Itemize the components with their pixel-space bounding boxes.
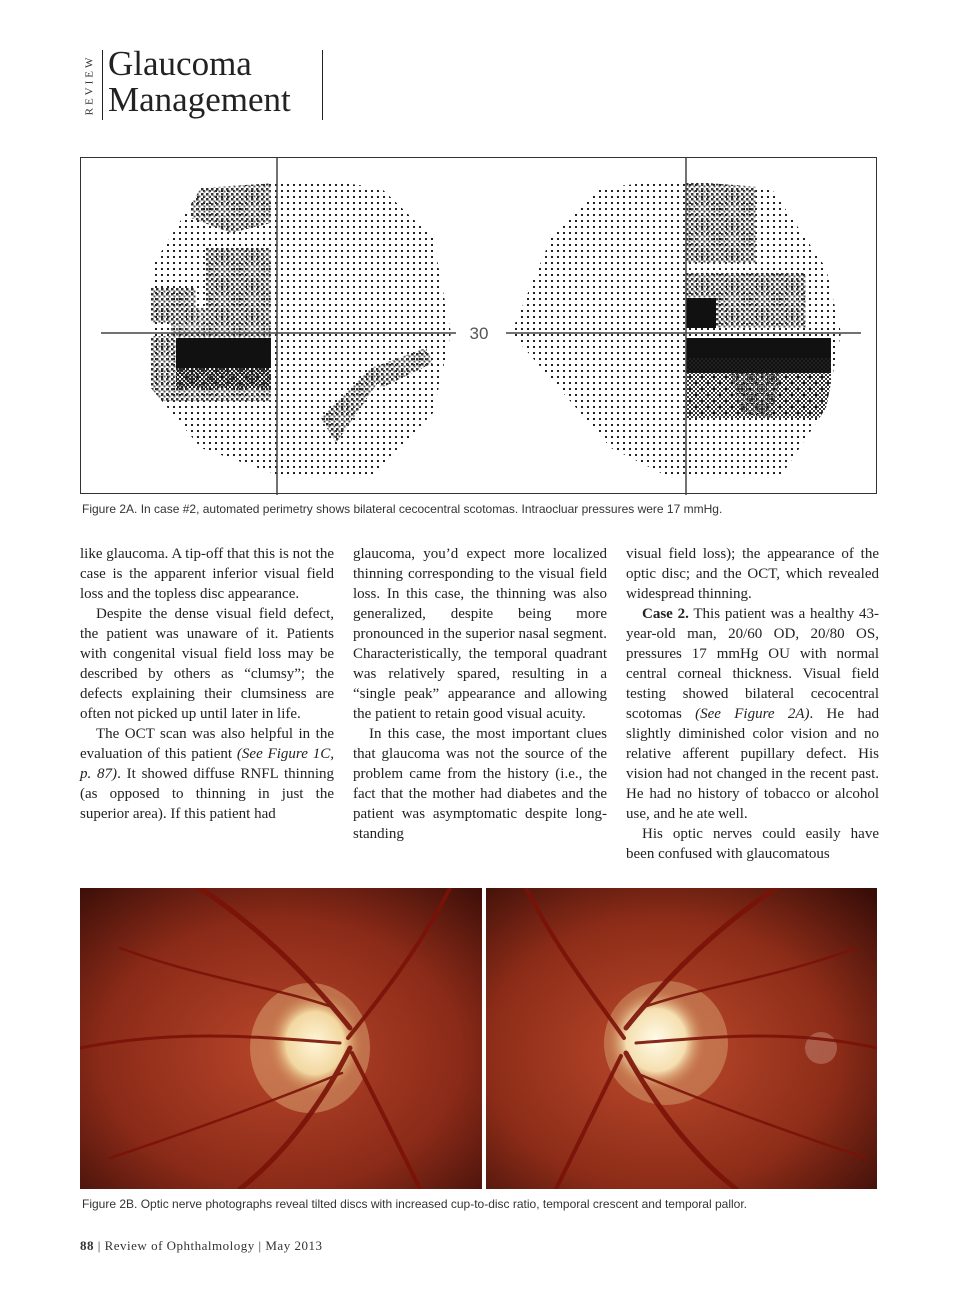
- figure-2a-perimetry: [80, 157, 877, 494]
- left-eye-field: [141, 173, 461, 483]
- paragraph: In this case, the most important clues that glaucoma was not the source of the problem came from the history (i.e., the fact that the mother had diabetes and the patient was asymptomatic despite long-standing: [353, 726, 607, 842]
- paragraph: His optic nerves could easily have been confused with glaucomatous: [626, 826, 879, 862]
- page-title-line2: Management: [108, 80, 291, 119]
- page-title: [108, 46, 291, 118]
- visual-field-plot: [81, 158, 878, 495]
- figure-2b-caption: Figure 2B. Optic nerve photographs reveal tilted discs with increased cup-to-disc ratio, temporal crescent and temporal pallor.: [82, 1197, 747, 1211]
- left-fundus-photo: [80, 888, 482, 1189]
- figure-reference: (See Figure 1C, p. 87): [80, 746, 334, 782]
- section-tag: [80, 50, 98, 120]
- footer-separator: |: [97, 1238, 101, 1253]
- case-heading: Case 2.: [642, 606, 689, 622]
- figure-2b-fundus-photos: [80, 888, 877, 1189]
- issue-date: May 2013: [265, 1238, 323, 1253]
- paragraph: [626, 604, 879, 824]
- paragraph-text: . It showed diffuse RNFL thinning (as opposed to thinning in just the superior area). If this patient had: [80, 766, 334, 822]
- page-number: 88: [80, 1238, 94, 1253]
- right-fundus-photo: [486, 888, 877, 1189]
- section-tag-text: REVIEW: [83, 54, 96, 116]
- paragraph: visual field loss); the appearance of the optic disc; and the OCT, which revealed widespread thinning.: [626, 546, 879, 602]
- scale-label: 30: [469, 324, 489, 343]
- figure-2a-caption: Figure 2A. In case #2, automated perimetry shows bilateral cecocentral scotomas. Intraocluar pressures were 17 mmHg.: [82, 502, 723, 516]
- paragraph: [80, 724, 334, 824]
- text-column-2: [353, 544, 607, 844]
- paragraph: Despite the dense visual field defect, the patient was unaware of it. Patients with congenital visual field loss may be described by others as “clumsy”; the defects explaining their clumsiness are often not picked up until later in life.: [80, 606, 334, 722]
- text-column-3: [626, 544, 879, 864]
- paragraph: glaucoma, you’d expect more localized thinning corresponding to the visual field loss. In this case, the thinning was also generalized, despite being more pronounced in the superior nasal segment. Characteristically, the temporal quadrant was relatively spared, resulting in a “single peak” appearance and allowing the patient to retain good visual acuity.: [353, 546, 607, 722]
- right-eye-field: [501, 173, 851, 483]
- header-rule-left: [102, 50, 103, 120]
- footer-separator: |: [258, 1238, 262, 1253]
- figure-reference: (See Figure 2A): [695, 706, 810, 722]
- page-title-line1: Glaucoma: [108, 44, 252, 83]
- journal-name: Review of Ophthalmology: [104, 1238, 255, 1253]
- paragraph-text: This patient was a healthy 43-year-old man, 20/60 OD, 20/80 OS, pressures 17 mmHg OU with normal central corneal thickness. Visual field testing showed bilateral cecocentral scotomas: [626, 606, 879, 722]
- paragraph: like glaucoma. A tip-off that this is not the case is the apparent inferior visual field loss and the topless disc appearance.: [80, 546, 334, 602]
- paragraph-text: . He had slightly diminished color vision and no relative afferent pupillary defect. His vision had not changed in the recent past. He had no history of tobacco or alcohol use, and he ate well.: [626, 706, 879, 822]
- page-footer: [80, 1238, 322, 1254]
- text-column-1: [80, 544, 334, 824]
- header-rule-right: [322, 50, 323, 120]
- paragraph-text: The OCT scan was also helpful in the evaluation of this patient: [80, 726, 334, 762]
